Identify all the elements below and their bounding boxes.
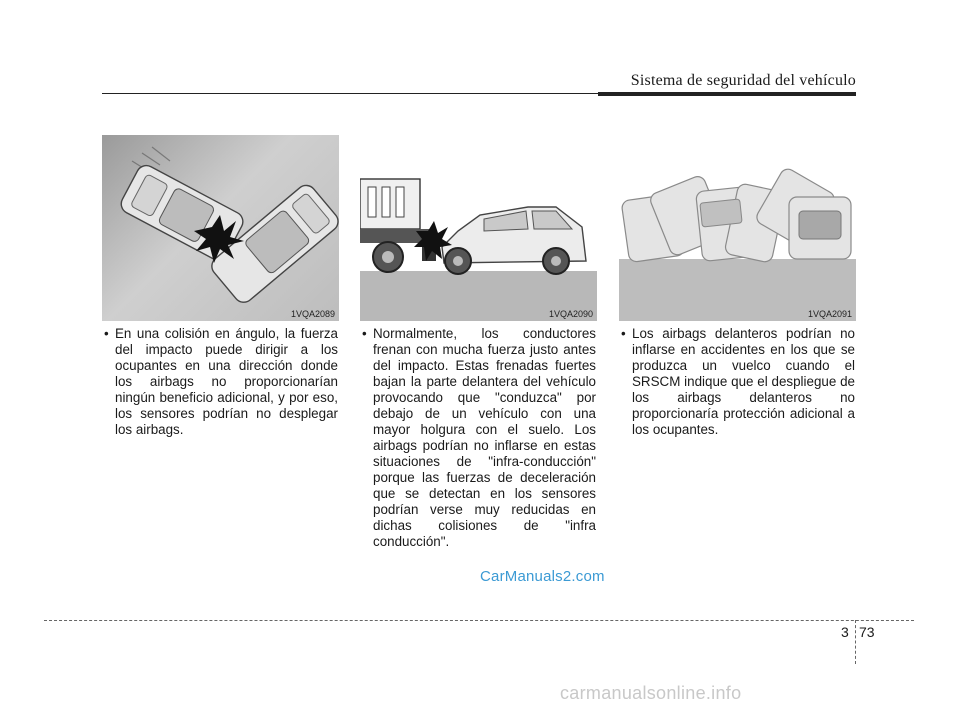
- footer-brand: carmanualsonline.info: [560, 683, 742, 703]
- figure-rollover: [619, 135, 856, 321]
- bullet: •: [621, 326, 626, 341]
- paragraph-angled-collision: [102, 326, 338, 438]
- section-title: Sistema de seguridad del vehículo: [630, 72, 856, 89]
- paragraph-underride: [360, 326, 596, 550]
- figure-angled-collision: [102, 135, 339, 321]
- bullet: •: [362, 326, 367, 341]
- figure-code: 1VQA2090: [548, 309, 593, 319]
- underride-collision-illustration: [360, 135, 597, 321]
- figure-code: 1VQA2089: [290, 309, 335, 319]
- footer-rule: [44, 620, 914, 621]
- page-divider: [855, 620, 856, 664]
- page-number: 73: [859, 624, 875, 640]
- angled-collision-illustration: [102, 135, 339, 321]
- figure-code: 1VQA2091: [807, 309, 852, 319]
- bullet: •: [104, 326, 109, 341]
- watermark-link[interactable]: CarManuals2.com: [480, 568, 605, 585]
- paragraph-text: En una colisión en ángulo, la fuerza del impacto puede dirigir a los ocupantes en una dirección donde los airbags no proporcionarían ningún beneficio adicional, y por eso, los sensores podrían no desplegar los airbags.: [115, 326, 338, 437]
- header-rule-accent: [598, 92, 856, 96]
- rollover-illustration: [619, 135, 856, 321]
- paragraph-text: Los airbags delanteros podrían no inflarse en accidentes en los que se produzca un vuelco cuando el SRSCM indique que el despliegue de los airbags delanteros no proporcionaría protección adicional a los ocupantes.: [632, 326, 855, 437]
- chapter-number: 3: [841, 624, 849, 640]
- paragraph-text: Normalmente, los conductores frenan con mucha fuerza justo antes del impacto. Estas frenadas fuertes bajan la parte delantera del vehículo provocando que "conduzca" por debajo de un vehículo con una mayor holgura con el suelo. Los airbags podrían no inflarse en estas situaciones de "infra-conducción" porque las fuerzas de deceleración que se detectan en los sensores podrían verse muy reducidas en dichas colisiones de "infra conducción".: [373, 326, 596, 549]
- figure-underride-collision: [360, 135, 597, 321]
- paragraph-rollover: [619, 326, 855, 438]
